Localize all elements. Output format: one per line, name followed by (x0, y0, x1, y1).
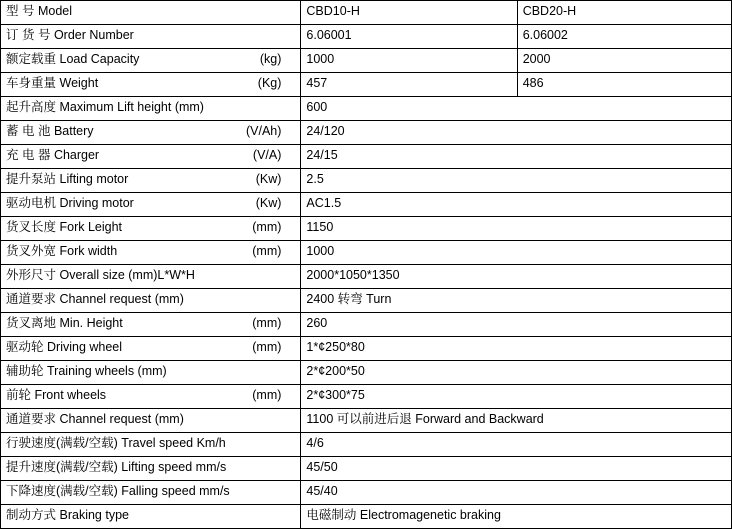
row-label-cn: 提升泵站 (6, 172, 57, 187)
row-label-en: Travel speed Km/h (121, 436, 226, 451)
row-label-en: Overall size (mm)L*W*H (59, 268, 195, 283)
row-unit: (Kg) (257, 76, 282, 91)
row-value-1: 260 (301, 313, 732, 337)
row-label (1, 385, 301, 409)
row-value-1: 1000 (301, 49, 517, 73)
table-row (1, 457, 732, 481)
row-label-en: Lifting speed mm/s (121, 460, 227, 475)
row-label (1, 433, 301, 457)
table-row (1, 169, 732, 193)
row-value-1: 2*¢200*50 (301, 361, 732, 385)
row-label (1, 145, 301, 169)
row-label (1, 337, 301, 361)
table-row (1, 217, 732, 241)
row-value-1: 24/15 (301, 145, 732, 169)
row-unit: (mm) (252, 316, 282, 331)
table-row (1, 481, 732, 505)
row-label (1, 217, 301, 241)
table-row (1, 145, 732, 169)
row-label (1, 193, 301, 217)
table-row (1, 97, 732, 121)
row-label (1, 73, 301, 97)
table-row (1, 433, 732, 457)
row-label-en: Fork width (59, 244, 118, 259)
row-unit: (Kw) (255, 172, 282, 187)
row-label-en: Weight (59, 76, 99, 91)
row-label (1, 25, 301, 49)
row-value-1: 2400 转弯 Turn (301, 289, 732, 313)
row-label (1, 313, 301, 337)
row-label-en: Front wheels (34, 388, 107, 403)
row-label-cn: 充 电 器 (6, 148, 51, 163)
row-unit: (V/Ah) (245, 124, 282, 139)
row-label-cn: 货叉离地 (6, 316, 57, 331)
row-value-1: 1000 (301, 241, 732, 265)
row-label (1, 1, 301, 25)
row-value-1: 6.06001 (301, 25, 517, 49)
row-label-en: Braking type (59, 508, 129, 523)
row-value-1: 2000*1050*1350 (301, 265, 732, 289)
table-row (1, 337, 732, 361)
row-label-cn: 下降速度(满载/空载) (6, 484, 118, 499)
table-row (1, 1, 732, 25)
row-label (1, 169, 301, 193)
row-value-1: 457 (301, 73, 517, 97)
table-row (1, 121, 732, 145)
row-label (1, 409, 301, 433)
row-label-en: Order Number (53, 28, 134, 43)
row-label-cn: 前轮 (6, 388, 32, 403)
row-value-1: 电磁制动 Electromagenetic braking (301, 505, 732, 529)
table-row (1, 505, 732, 529)
row-value-1: 2*¢300*75 (301, 385, 732, 409)
row-label-en: Maximum Lift height (mm) (59, 100, 204, 115)
row-value-1: 1*¢250*80 (301, 337, 732, 361)
row-value-1: 600 (301, 97, 732, 121)
row-label-en: Model (37, 4, 73, 19)
row-label (1, 361, 301, 385)
row-label-en: Falling speed mm/s (121, 484, 230, 499)
row-label-cn: 辅助轮 (6, 364, 44, 379)
row-label-cn: 起升高度 (6, 100, 57, 115)
row-label (1, 241, 301, 265)
row-label-cn: 驱动电机 (6, 196, 57, 211)
row-label-cn: 货叉长度 (6, 220, 57, 235)
row-label-cn: 通道要求 (6, 292, 57, 307)
row-value-1: 1150 (301, 217, 732, 241)
table-row (1, 385, 732, 409)
row-label (1, 481, 301, 505)
row-label (1, 505, 301, 529)
row-value-2: 2000 (517, 49, 731, 73)
row-value-1: 45/50 (301, 457, 732, 481)
row-label-cn: 行驶速度(满载/空载) (6, 436, 118, 451)
row-value-1: 45/40 (301, 481, 732, 505)
row-label-en: Min. Height (59, 316, 123, 331)
row-value-1: 4/6 (301, 433, 732, 457)
row-label-en: Channel request (mm) (59, 292, 184, 307)
row-label (1, 121, 301, 145)
row-label (1, 457, 301, 481)
row-unit: (mm) (252, 244, 282, 259)
row-label (1, 49, 301, 73)
row-label-en: Lifting motor (59, 172, 129, 187)
row-label-en: Training wheels (mm) (47, 364, 167, 379)
table-row (1, 49, 732, 73)
row-label-en: Driving motor (59, 196, 134, 211)
table-row (1, 409, 732, 433)
specification-table-body (1, 1, 732, 529)
row-label-cn: 型 号 (6, 4, 35, 19)
row-label-en: Driving wheel (47, 340, 123, 355)
row-label (1, 265, 301, 289)
row-label-cn: 提升速度(满载/空载) (6, 460, 118, 475)
row-label-cn: 车身重量 (6, 76, 57, 91)
row-unit: (V/A) (252, 148, 282, 163)
table-row (1, 73, 732, 97)
row-label (1, 97, 301, 121)
row-label-cn: 订 货 号 (6, 28, 51, 43)
row-unit: (mm) (252, 340, 282, 355)
table-row (1, 265, 732, 289)
row-unit: (mm) (252, 388, 282, 403)
row-label-en: Charger (53, 148, 100, 163)
row-label-cn: 驱动轮 (6, 340, 44, 355)
table-row (1, 193, 732, 217)
table-row (1, 313, 732, 337)
row-value-1: AC1.5 (301, 193, 732, 217)
row-label-cn: 制动方式 (6, 508, 57, 523)
row-label-cn: 通道要求 (6, 412, 57, 427)
table-row (1, 25, 732, 49)
row-label-cn: 货叉外宽 (6, 244, 57, 259)
row-value-1: 1100 可以前进后退 Forward and Backward (301, 409, 732, 433)
row-unit: (Kw) (255, 196, 282, 211)
row-value-1: 24/120 (301, 121, 732, 145)
row-label-en: Channel request (mm) (59, 412, 184, 427)
table-row (1, 289, 732, 313)
row-value-2: 6.06002 (517, 25, 731, 49)
row-label-cn: 蓄 电 池 (6, 124, 51, 139)
row-unit: (kg) (259, 52, 282, 67)
table-row (1, 361, 732, 385)
row-value-1: CBD10-H (301, 1, 517, 25)
row-unit: (mm) (252, 220, 282, 235)
row-value-1: 2.5 (301, 169, 732, 193)
row-label-en: Load Capacity (59, 52, 140, 67)
row-label-cn: 外形尺寸 (6, 268, 57, 283)
row-value-2: 486 (517, 73, 731, 97)
table-row (1, 241, 732, 265)
row-label-en: Fork Leight (59, 220, 123, 235)
row-label-en: Battery (53, 124, 94, 139)
row-label (1, 289, 301, 313)
row-value-2: CBD20-H (517, 1, 731, 25)
row-label-cn: 额定载重 (6, 52, 57, 67)
